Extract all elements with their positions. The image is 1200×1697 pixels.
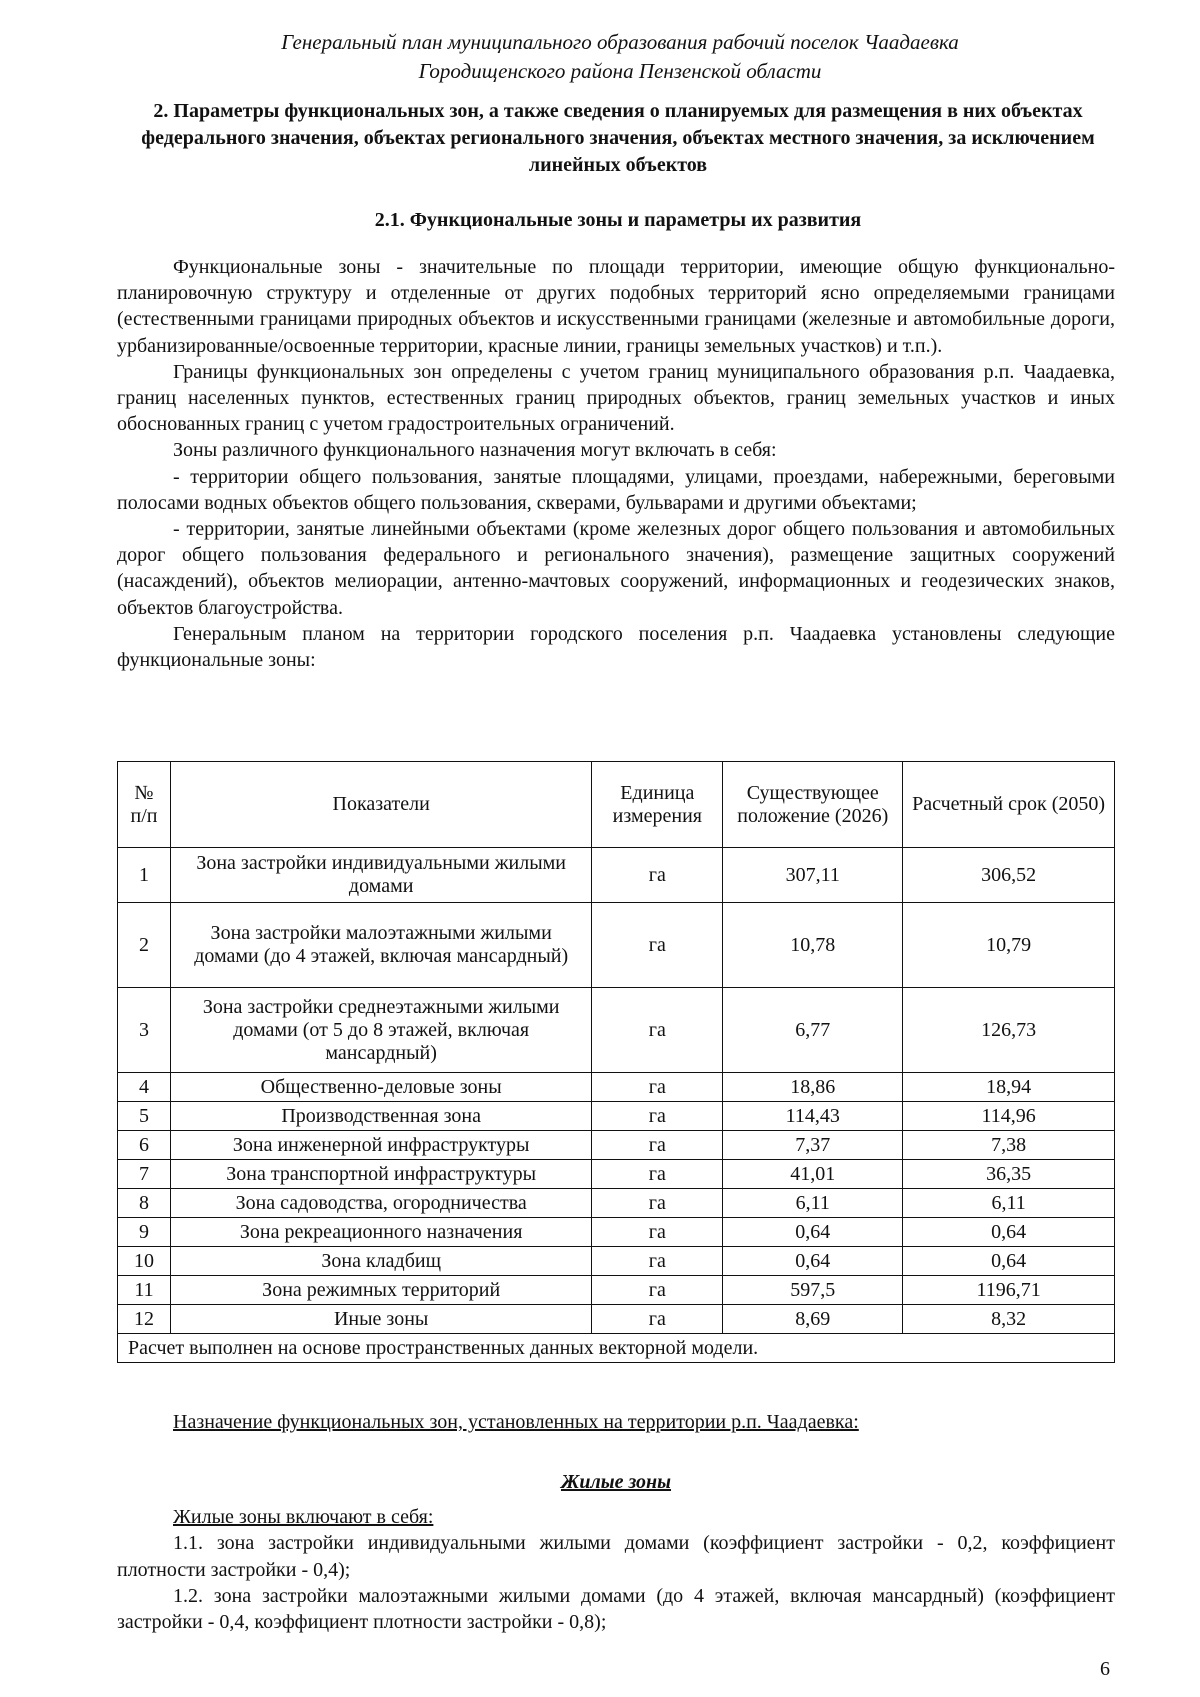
cell-unit: га bbox=[592, 848, 723, 903]
cell-planned: 0,64 bbox=[903, 1218, 1115, 1247]
paragraph: Функциональные зоны - значительные по площади территории, имеющие общую функционально-планировочную структуру и отделенные от других подобных территорий ясно определяемыми границами (естественными границами природных объектов и искусственными границами (железные и автомобильные дороги, урбанизированные/освоенные территории, красные линии, границы земельных участков) и т.п.). bbox=[117, 256, 1115, 357]
cell-planned: 0,64 bbox=[903, 1247, 1115, 1276]
paragraph: Границы функциональных зон определены с учетом границ муниципального образования р.п. Чаадаевка, границ населенных пунктов, естественных границ природных объектов, границ земельных участков и иных обоснованных границ с учетом градостроительных ограничений. bbox=[117, 360, 1115, 436]
body-text bbox=[117, 254, 1115, 673]
cell-unit: га bbox=[592, 1189, 723, 1218]
cell-planned: 10,79 bbox=[903, 903, 1115, 988]
cell-name: Зона застройки индивидуальными жилыми домами bbox=[170, 848, 591, 903]
table-row bbox=[118, 1131, 1115, 1160]
cell-planned: 306,52 bbox=[903, 848, 1115, 903]
cell-num: 7 bbox=[118, 1160, 171, 1189]
cell-name: Общественно-деловые зоны bbox=[170, 1073, 591, 1102]
table-row bbox=[118, 1102, 1115, 1131]
cell-num: 6 bbox=[118, 1131, 171, 1160]
cell-existing: 0,64 bbox=[723, 1247, 903, 1276]
cell-existing: 6,11 bbox=[723, 1189, 903, 1218]
header-unit: Единица измерения bbox=[592, 762, 723, 848]
cell-planned: 1196,71 bbox=[903, 1276, 1115, 1305]
functional-zones-table bbox=[117, 761, 1115, 1363]
cell-num: 8 bbox=[118, 1189, 171, 1218]
cell-unit: га bbox=[592, 1102, 723, 1131]
cell-planned: 8,32 bbox=[903, 1305, 1115, 1334]
header-existing: Существующее положение (2026) bbox=[723, 762, 903, 848]
cell-planned: 7,38 bbox=[903, 1131, 1115, 1160]
cell-existing: 6,77 bbox=[723, 988, 903, 1073]
cell-existing: 8,69 bbox=[723, 1305, 903, 1334]
table-row bbox=[118, 1276, 1115, 1305]
cell-name: Зона застройки среднеэтажными жилыми домами (от 5 до 8 этажей, включая мансардный) bbox=[170, 988, 591, 1073]
cell-unit: га bbox=[592, 1218, 723, 1247]
table-row bbox=[118, 903, 1115, 988]
cell-existing: 10,78 bbox=[723, 903, 903, 988]
page-number: 6 bbox=[1100, 1658, 1110, 1680]
running-header bbox=[170, 28, 1070, 86]
header-line-1: Генеральный план муниципального образования рабочий поселок Чаадаевка bbox=[281, 30, 959, 54]
cell-num: 11 bbox=[118, 1276, 171, 1305]
cell-num: 3 bbox=[118, 988, 171, 1073]
cell-existing: 18,86 bbox=[723, 1073, 903, 1102]
list-item: 1.1. зона застройки индивидуальными жилыми домами (коэффициент застройки - 0,2, коэффициент плотности застройки - 0,4); bbox=[117, 1532, 1115, 1581]
header-indicator: Показатели bbox=[170, 762, 591, 848]
cell-planned: 18,94 bbox=[903, 1073, 1115, 1102]
table-row bbox=[118, 1218, 1115, 1247]
paragraph: - территории общего пользования, занятые площадями, улицами, проездами, набережными, береговыми полосами водных объектов общего пользования, скверами, бульварами и другими объектами; bbox=[117, 465, 1115, 514]
cell-planned: 114,96 bbox=[903, 1102, 1115, 1131]
cell-name: Зона рекреационного назначения bbox=[170, 1218, 591, 1247]
cell-name: Зона кладбищ bbox=[170, 1247, 591, 1276]
header-num: № п/п bbox=[118, 762, 171, 848]
purpose-heading: Назначение функциональных зон, установленных на территории р.п. Чаадаевка: bbox=[173, 1411, 859, 1433]
table-row bbox=[118, 1073, 1115, 1102]
table-row bbox=[118, 1247, 1115, 1276]
table-note-row bbox=[118, 1334, 1115, 1363]
cell-unit: га bbox=[592, 1131, 723, 1160]
cell-existing: 0,64 bbox=[723, 1218, 903, 1247]
cell-num: 5 bbox=[118, 1102, 171, 1131]
cell-unit: га bbox=[592, 1305, 723, 1334]
cell-num: 9 bbox=[118, 1218, 171, 1247]
cell-num: 10 bbox=[118, 1247, 171, 1276]
header-planned: Расчетный срок (2050) bbox=[903, 762, 1115, 848]
cell-planned: 126,73 bbox=[903, 988, 1115, 1073]
cell-existing: 114,43 bbox=[723, 1102, 903, 1131]
cell-existing: 7,37 bbox=[723, 1131, 903, 1160]
cell-name: Производственная зона bbox=[170, 1102, 591, 1131]
cell-unit: га bbox=[592, 1073, 723, 1102]
cell-name: Зона транспортной инфраструктуры bbox=[170, 1160, 591, 1189]
subsection-title: 2.1. Функциональные зоны и параметры их развития bbox=[374, 209, 862, 231]
cell-unit: га bbox=[592, 988, 723, 1073]
paragraph: Зоны различного функционального назначения могут включать в себя: bbox=[173, 439, 777, 462]
section-title: 2. Параметры функциональных зон, а также сведения о планируемых для размещения в них объектах федерального значения, объектах регионального значения, объектах местного значения, за исключением линейных объектов bbox=[141, 100, 1095, 176]
cell-name: Иные зоны bbox=[170, 1305, 591, 1334]
cell-name: Зона инженерной инфраструктуры bbox=[170, 1131, 591, 1160]
cell-planned: 6,11 bbox=[903, 1189, 1115, 1218]
cell-num: 4 bbox=[118, 1073, 171, 1102]
cell-existing: 597,5 bbox=[723, 1276, 903, 1305]
cell-name: Зона застройки малоэтажными жилыми домами (до 4 этажей, включая мансардный) bbox=[170, 903, 591, 988]
cell-existing: 307,11 bbox=[723, 848, 903, 903]
table-row bbox=[118, 988, 1115, 1073]
cell-existing: 41,01 bbox=[723, 1160, 903, 1189]
cell-unit: га bbox=[592, 1276, 723, 1305]
residential-zones-title: Жилые зоны bbox=[560, 1471, 672, 1494]
zones-purpose-section bbox=[117, 1409, 1115, 1636]
header-line-2: Городищенского района Пензенской области bbox=[418, 59, 822, 83]
paragraph: - территории, занятые линейными объектами (кроме железных дорог общего пользования и автомобильных дорог общего пользования федерального и регионального значения), размещение защитных сооружений (насаждений), объектов мелиорации, антенно-мачтовых сооружений, информационных и геодезических знаков, объектов благоустройства. bbox=[117, 518, 1115, 619]
table-row bbox=[118, 1189, 1115, 1218]
cell-unit: га bbox=[592, 1247, 723, 1276]
residential-intro: Жилые зоны включают в себя: bbox=[173, 1505, 434, 1528]
paragraph: Генеральным планом на территории городского поселения р.п. Чаадаевка установлены следующие функциональные зоны: bbox=[117, 622, 1115, 672]
table-note: Расчет выполнен на основе пространственных данных векторной модели. bbox=[118, 1334, 1115, 1363]
table-header-row bbox=[118, 762, 1115, 848]
cell-unit: га bbox=[592, 903, 723, 988]
cell-unit: га bbox=[592, 1160, 723, 1189]
cell-num: 12 bbox=[118, 1305, 171, 1334]
table-row bbox=[118, 848, 1115, 903]
list-item: 1.2. зона застройки малоэтажными жилыми домами (до 4 этажей, включая мансардный) (коэффициент застройки - 0,4, коэффициент плотности застройки - 0,8); bbox=[117, 1585, 1115, 1634]
table-row bbox=[118, 1305, 1115, 1334]
cell-name: Зона садоводства, огородничества bbox=[170, 1189, 591, 1218]
cell-planned: 36,35 bbox=[903, 1160, 1115, 1189]
table-row bbox=[118, 1160, 1115, 1189]
cell-name: Зона режимных территорий bbox=[170, 1276, 591, 1305]
cell-num: 2 bbox=[118, 903, 171, 988]
cell-num: 1 bbox=[118, 848, 171, 903]
